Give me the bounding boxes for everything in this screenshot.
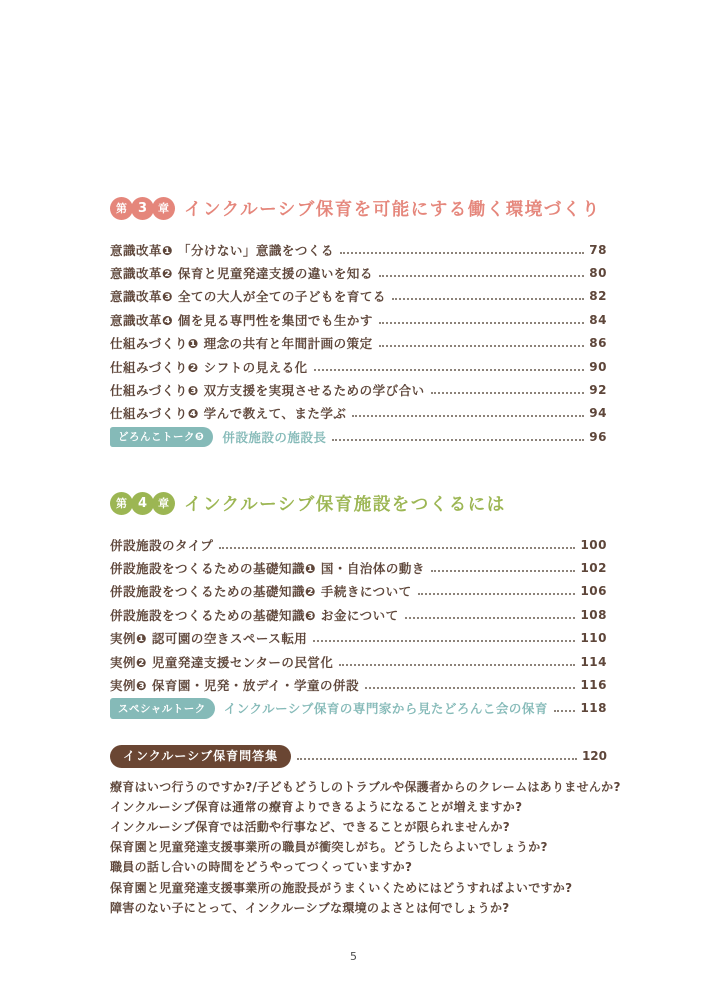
question-line: 療育はいつ行うのですか?/子どもどうしのトラブルや保護者からのクレームはありませんか? [110, 779, 621, 794]
page-number: 96 [589, 429, 607, 444]
dot-leader [314, 369, 585, 371]
dot-leader [339, 664, 575, 666]
footer-page-number: 5 [350, 950, 357, 963]
qa-badge: インクルーシブ保育問答集 [110, 745, 291, 768]
chapter-badge-prefix: 第 [110, 197, 133, 220]
toc-row [110, 378, 607, 401]
page-number: 100 [580, 537, 607, 552]
toc-title: 併設施設をつくるための基礎知識❸ お金について [110, 607, 399, 623]
page-number: 86 [589, 336, 607, 351]
question-line: 職員の話し合いの時間をどうやってつくっていますか? [110, 860, 413, 875]
toc-title: 併設施設の施設長 [222, 429, 327, 445]
question-line: 障害のない子にとって、インクルーシブな環境のよさとは何でしょうか? [110, 900, 510, 915]
question-line: 保育園と児童発達支援事業所の職員が衝突しがち。どうしたらよいでしょうか? [110, 840, 548, 855]
toc-title: 併設施設のタイプ [110, 537, 214, 553]
page-number: 92 [589, 383, 607, 398]
toc-row [110, 332, 607, 355]
toc-row [110, 355, 607, 378]
toc-title: 実例❷ 児童発達支援センターの民営化 [110, 654, 334, 670]
toc-title: 仕組みづくり❸ 双方支援を実現させるための学び合い [110, 383, 425, 399]
toc-title: 実例❸ 保育園・児発・放デイ・学童の併設 [110, 678, 360, 694]
page-number: 84 [589, 312, 607, 327]
toc-row [110, 285, 607, 308]
toc-title: 併設施設をつくるための基礎知識❶ 国・自治体の動き [110, 561, 425, 577]
toc-row [110, 402, 607, 425]
toc-row [110, 308, 607, 331]
dot-leader [332, 439, 584, 441]
toc-title: 仕組みづくり❹ 学んで教えて、また学ぶ [110, 406, 347, 422]
chapter-3-badge [110, 197, 173, 220]
toc-title: 意識改革❹ 個を見る専門性を集団でも生かす [110, 312, 373, 328]
chapter-3-section [110, 193, 607, 449]
talk-badge: スペシャルトーク [110, 698, 215, 719]
toc-row [110, 603, 607, 626]
chapter-3-header [110, 193, 607, 223]
toc-title: 仕組みづくり❷ シフトの見える化 [110, 359, 308, 375]
qa-question-list [110, 776, 621, 917]
page-number: 120 [581, 749, 607, 763]
talk-badge: どろんこトーク❺ [110, 427, 213, 448]
chapter-4-title: インクルーシブ保育施設をつくるには [184, 494, 506, 515]
dot-leader [352, 415, 584, 417]
chapter-badge-prefix: 第 [110, 492, 133, 515]
toc-row [110, 238, 607, 261]
page-number: 108 [580, 607, 607, 622]
toc-row [110, 650, 607, 673]
chapter-4-header [110, 488, 607, 518]
chapter-3-toc-list [110, 238, 607, 449]
qa-header-row [110, 745, 607, 767]
dot-leader [379, 275, 584, 277]
toc-row [110, 673, 607, 696]
page-number: 82 [589, 289, 607, 304]
chapter-3-title: インクルーシブ保育を可能にする働く環境づくり [184, 199, 601, 220]
dot-leader [379, 345, 585, 347]
page-number: 90 [589, 359, 607, 374]
toc-row [110, 261, 607, 284]
dot-leader [219, 547, 575, 549]
question-line: インクルーシブ保育では活動や行事など、できることが限られませんか? [110, 819, 511, 834]
chapter-badge-suffix: 章 [152, 492, 175, 515]
toc-title: 意識改革❷ 保育と児童発達支援の違いを知る [110, 266, 373, 282]
toc-row-talk [110, 697, 607, 720]
qa-section [110, 745, 621, 917]
dot-leader [365, 687, 575, 689]
dot-leader [418, 593, 576, 595]
dot-leader [405, 617, 576, 619]
dot-leader [431, 392, 585, 394]
question-line: 保育園と児童発達支援事業所の施設長がうまくいくためにはどうすればよいですか? [110, 880, 573, 895]
toc-title: インクルーシブ保育の専門家から見たどろんこ会の保育 [223, 701, 548, 717]
toc-row [110, 627, 607, 650]
dot-leader [340, 252, 584, 254]
page-number: 116 [580, 678, 607, 693]
toc-row [110, 580, 607, 603]
dot-leader [392, 298, 584, 300]
toc-row [110, 556, 607, 579]
chapter-4-badge [110, 492, 173, 515]
dot-leader [313, 640, 575, 642]
dot-leader [379, 322, 584, 324]
page-number: 110 [580, 631, 607, 646]
question-line: インクルーシブ保育は通常の療育よりできるようになることが増えますか? [110, 799, 523, 814]
toc-title: 意識改革❶ 「分けない」意識をつくる [110, 242, 334, 258]
dot-leader [554, 710, 576, 712]
toc-row-talk [110, 425, 607, 448]
dot-leader [431, 570, 576, 572]
page-number: 118 [580, 701, 607, 716]
chapter-4-section [110, 488, 607, 720]
toc-row [110, 533, 607, 556]
page-number: 94 [589, 406, 607, 421]
chapter-badge-suffix: 章 [152, 197, 175, 220]
page-number: 102 [580, 561, 607, 576]
toc-title: 仕組みづくり❶ 理念の共有と年間計画の策定 [110, 336, 373, 352]
toc-title: 併設施設をつくるための基礎知識❷ 手続きについて [110, 584, 412, 600]
page-number: 80 [589, 266, 607, 281]
page-number: 78 [589, 242, 607, 257]
toc-title: 実例❶ 認可園の空きスペース転用 [110, 631, 308, 647]
page-number: 106 [580, 584, 607, 599]
toc-title: 意識改革❸ 全ての大人が全ての子どもを育てる [110, 289, 386, 305]
dot-leader [297, 758, 577, 760]
page-number: 114 [580, 654, 607, 669]
chapter-badge-number: 3 [131, 197, 154, 220]
chapter-4-toc-list [110, 533, 607, 720]
chapter-badge-number: 4 [131, 492, 154, 515]
